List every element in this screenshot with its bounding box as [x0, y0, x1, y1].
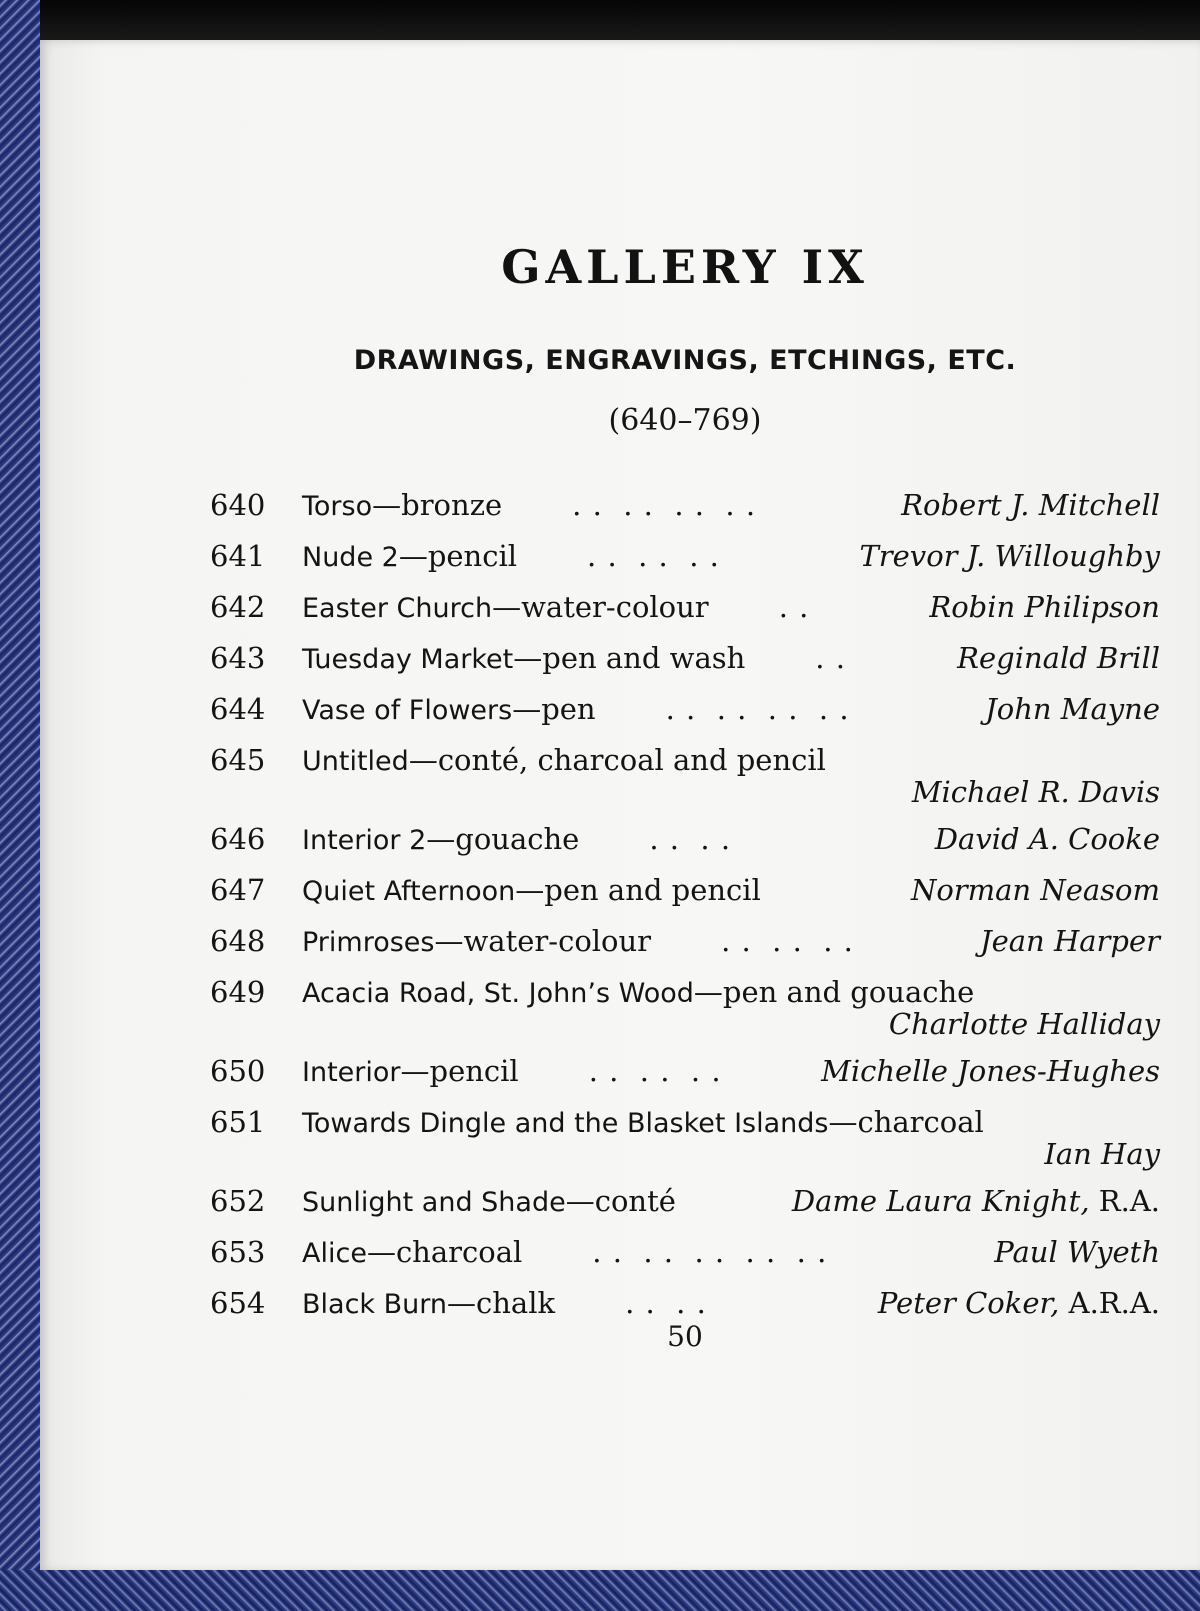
entry-number: 652: [210, 1184, 266, 1218]
entry-number: 654: [210, 1286, 266, 1320]
page-number: 50: [667, 1320, 703, 1353]
catalogue-entry: [210, 967, 1160, 1042]
catalogue-entry: [210, 1097, 1160, 1172]
entry-artist: [821, 1046, 1160, 1097]
entry-line: [210, 531, 1160, 582]
entry-medium: —chalk: [447, 1286, 556, 1320]
entry-medium: —bronze: [372, 488, 503, 522]
entry-title: Vase of Flowers: [302, 695, 513, 726]
leader-dots: . . . . . .: [587, 539, 720, 573]
catalogue-entry: [210, 531, 1160, 582]
artist-name: Peter Coker,: [877, 1286, 1060, 1320]
entry-title: Interior: [302, 1057, 401, 1088]
entry-medium: —charcoal: [828, 1105, 984, 1139]
entry-line: [210, 684, 1160, 735]
entry-text: [302, 684, 850, 736]
artist-name: Trevor J. Willoughby: [859, 539, 1160, 573]
entry-title: Towards Dingle and the Blasket Islands: [302, 1108, 829, 1139]
entry-line: [210, 1046, 1160, 1097]
entry-title: Acacia Road, St. John’s Wood: [302, 978, 694, 1009]
entry-title: Black Burn: [302, 1289, 448, 1320]
entry-number: 649: [210, 975, 266, 1009]
artist-name: John Mayne: [985, 692, 1160, 726]
book-bottom-edge: [0, 1570, 1200, 1611]
entry-artist: [957, 633, 1160, 684]
artist-name: Robert J. Mitchell: [901, 488, 1160, 522]
artist-name: Reginald Brill: [957, 641, 1160, 675]
entry-artist: [929, 582, 1160, 633]
entry-medium: —conté: [565, 1184, 676, 1218]
catalogue-entry: [210, 582, 1160, 633]
entry-number: 643: [210, 641, 266, 675]
entry-artist-line: [210, 774, 1160, 810]
leader-dots: . . . .: [649, 822, 732, 856]
entry-medium: —water-colour: [434, 924, 652, 958]
entry-line: [210, 582, 1160, 633]
entry-medium: —gouache: [426, 822, 580, 856]
entry-artist: [911, 865, 1160, 916]
catalogue-entry: [210, 633, 1160, 684]
artist-name: Michelle Jones-Hughes: [821, 1054, 1160, 1088]
leader-dots: . .: [815, 641, 846, 675]
gallery-title: GALLERY IX: [501, 240, 869, 294]
leader-dots: . . . . . .: [721, 924, 854, 958]
entry-line: [210, 865, 1160, 916]
entry-text: [302, 1046, 722, 1098]
entry-number: 645: [210, 743, 266, 777]
entry-number: 651: [210, 1105, 266, 1139]
catalogue-entry: [210, 684, 1160, 735]
entry-artist: [935, 814, 1160, 865]
entry-title: Untitled: [302, 746, 409, 777]
entry-text: [302, 865, 761, 917]
book-top-edge: [0, 0, 1200, 42]
catalogue-range: (640–769): [608, 403, 762, 438]
entry-medium: —pencil: [398, 539, 518, 573]
entry-artist: [792, 1176, 1160, 1227]
entry-medium: —pencil: [400, 1054, 519, 1088]
entry-artist: [912, 774, 1160, 810]
entry-title: Easter Church: [302, 593, 493, 624]
entry-number: 650: [210, 1054, 266, 1088]
entry-title: Quiet Afternoon: [302, 876, 516, 907]
leader-dots: . .: [778, 590, 810, 624]
catalogue-entry: [210, 1046, 1160, 1097]
leader-dots: . . . . . .: [588, 1054, 722, 1088]
entry-number: 647: [210, 873, 266, 907]
entry-text: [302, 531, 720, 583]
entry-text: [302, 633, 846, 685]
leader-dots: . . . . . . . .: [665, 692, 850, 726]
entry-artist: [1044, 1136, 1160, 1172]
entry-line: [210, 480, 1160, 531]
entry-medium: —pen and pencil: [515, 873, 761, 907]
entry-number: 640: [210, 488, 266, 522]
entry-artist: [994, 1227, 1160, 1278]
artist-honour: A.R.A.: [1059, 1286, 1160, 1320]
leader-dots: . . . . . . . . . .: [592, 1235, 828, 1269]
artist-name: David A. Cooke: [934, 822, 1160, 856]
entry-artist: [889, 1006, 1160, 1042]
entry-number: 642: [210, 590, 266, 624]
artist-name: Robin Philipson: [929, 590, 1160, 624]
entry-artist: [985, 684, 1160, 735]
entry-artist: [901, 480, 1160, 531]
artist-name: Ian Hay: [1044, 1137, 1160, 1171]
catalogue-entry: [210, 735, 1160, 810]
entry-artist-line: [210, 1136, 1160, 1172]
catalogue-entry: [210, 814, 1160, 865]
entry-title: Tuesday Market: [302, 644, 514, 675]
artist-honour: R.A.: [1089, 1184, 1160, 1218]
entry-title: Sunlight and Shade: [302, 1187, 566, 1218]
entry-number: 653: [210, 1235, 266, 1269]
entry-text: [302, 1227, 827, 1279]
entry-text: [302, 814, 731, 866]
entry-text: [302, 480, 756, 532]
entry-title: Alice: [302, 1238, 367, 1269]
artist-name: Paul Wyeth: [994, 1235, 1160, 1269]
entry-text: [302, 1176, 676, 1228]
leader-dots: . . . . . . . .: [572, 488, 757, 522]
catalogue-entry: [210, 865, 1160, 916]
entry-line: [210, 814, 1160, 865]
artist-name: Norman Neasom: [910, 873, 1160, 907]
catalogue-entry: [210, 480, 1160, 531]
entry-artist: [980, 916, 1160, 967]
catalogue-entry: [210, 916, 1160, 967]
entry-number: 648: [210, 924, 266, 958]
entry-number: 646: [210, 822, 266, 856]
entry-medium: —water-colour: [492, 590, 709, 624]
artist-name: Michael R. Davis: [911, 775, 1160, 809]
entry-list: [210, 480, 1160, 1329]
entry-medium: —charcoal: [366, 1235, 523, 1269]
entry-artist: [859, 531, 1160, 582]
entry-title: Primroses: [302, 927, 435, 958]
entry-medium: —pen and gouache: [693, 975, 975, 1009]
entry-medium: —pen: [512, 692, 596, 726]
catalogue-entry: [210, 1176, 1160, 1227]
leader-dots: . . . .: [625, 1286, 707, 1320]
entry-number: 641: [210, 539, 266, 573]
entry-line: [210, 1176, 1160, 1227]
section-subtitle: DRAWINGS, ENGRAVINGS, ETCHINGS, ETC.: [353, 345, 1017, 376]
entry-medium: —pen and wash: [513, 641, 746, 675]
artist-name: Dame Laura Knight,: [791, 1184, 1090, 1218]
entry-line: [210, 633, 1160, 684]
artist-name: Charlotte Halliday: [888, 1007, 1160, 1041]
entry-title: Nude 2: [302, 542, 399, 573]
entry-text: [302, 582, 809, 634]
artist-name: Jean Harper: [979, 924, 1160, 958]
entry-line: [210, 916, 1160, 967]
catalogue-entry: [210, 1227, 1160, 1278]
entry-text: [302, 916, 854, 968]
entry-number: 644: [210, 692, 266, 726]
entry-medium: —conté, charcoal and pencil: [408, 743, 826, 777]
entry-artist-line: [210, 1006, 1160, 1042]
entry-title: Torso: [302, 491, 373, 522]
entry-title: Interior 2: [302, 825, 427, 856]
entry-line: [210, 1227, 1160, 1278]
